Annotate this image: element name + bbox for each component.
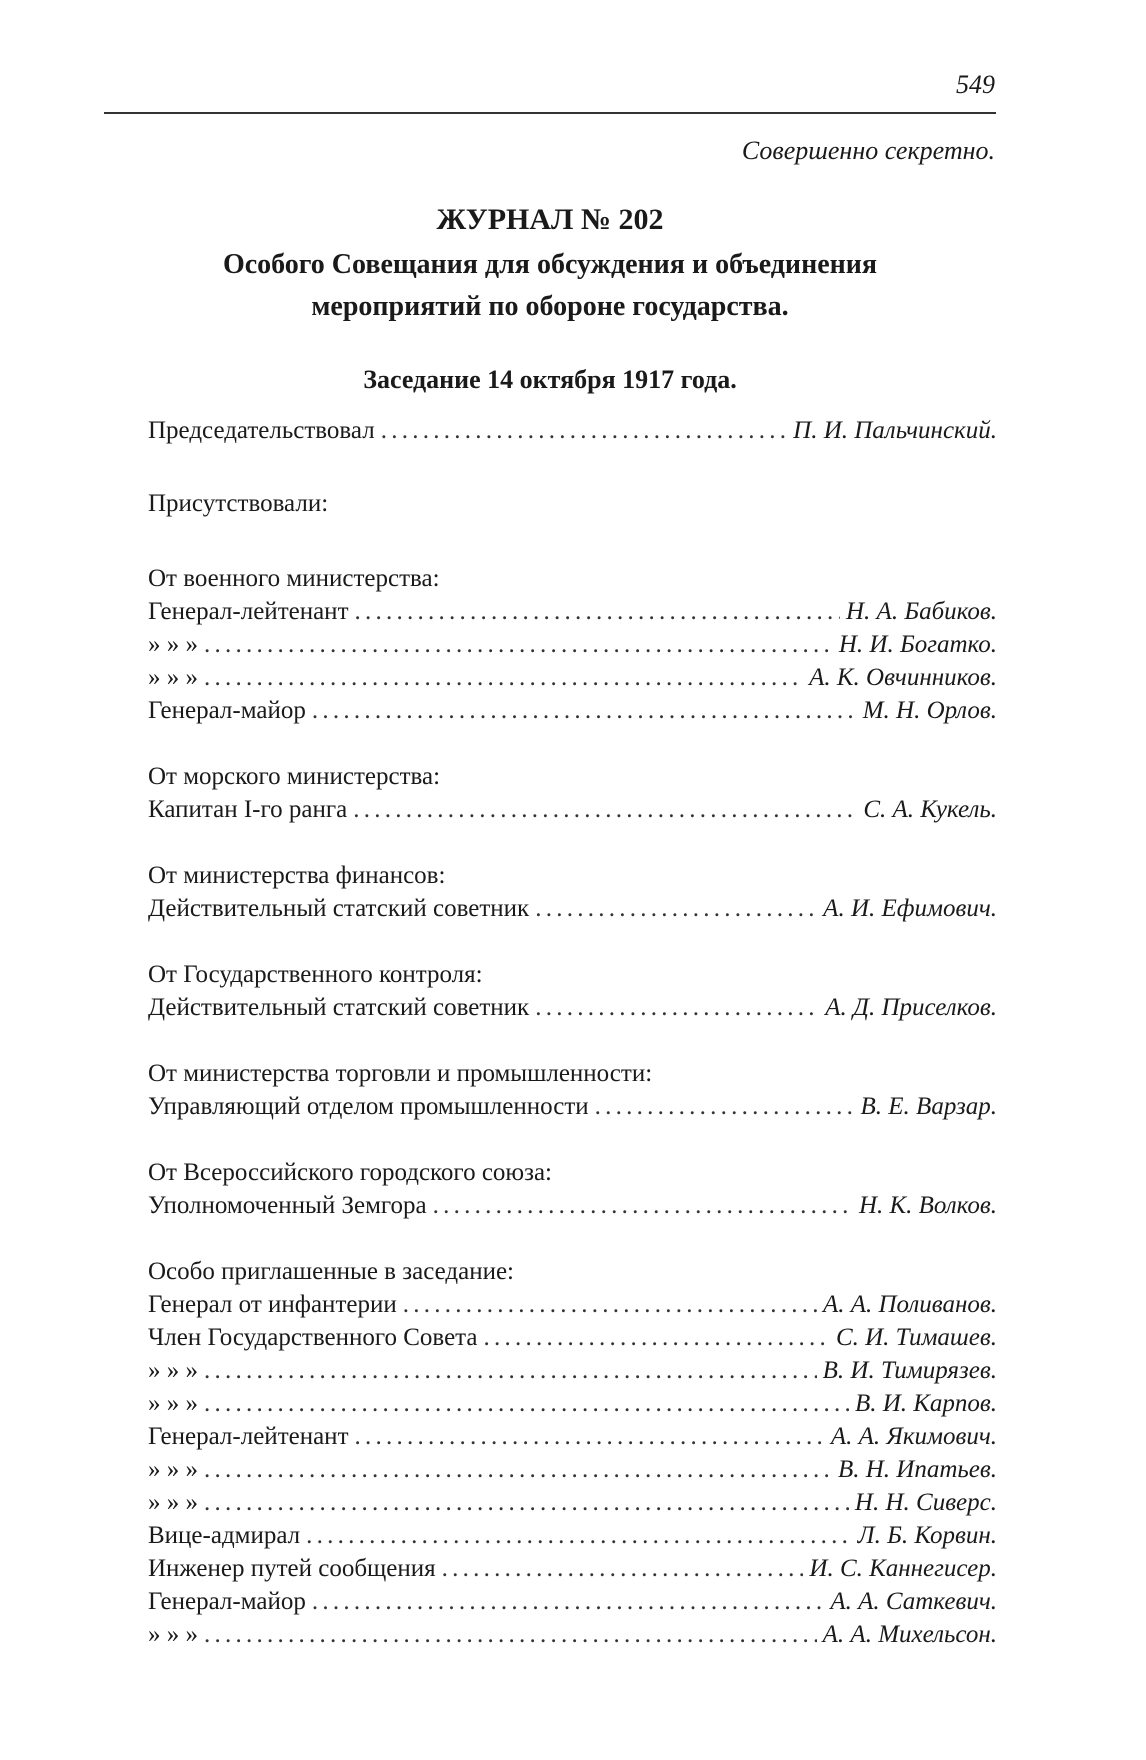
- attendee-row: [148, 1486, 997, 1519]
- chair-label: Председательствовал: [148, 417, 375, 444]
- header-rule: [104, 112, 996, 114]
- attendee-rank: Генерал-лейтенант: [148, 1423, 349, 1450]
- attendee-rank: » » »: [148, 1489, 198, 1516]
- dot-leader: [403, 1288, 817, 1321]
- attendee-rank: Генерал-майор: [148, 1588, 306, 1615]
- attendee-row: [148, 1552, 997, 1585]
- attendee-rank: Управляющий отделом промышленности: [148, 1093, 589, 1120]
- attendee-row: [148, 1387, 997, 1420]
- attendee-rank: » » »: [148, 631, 198, 658]
- attendee-row: [148, 1189, 997, 1222]
- dot-leader: [535, 892, 817, 925]
- page-number: 549: [956, 70, 995, 99]
- dot-leader: [535, 991, 819, 1024]
- session-date: Заседание 14 октября 1917 года.: [363, 365, 737, 394]
- attendee-row: [148, 694, 997, 727]
- attendee-name: А. И. Ефимович.: [823, 895, 997, 922]
- dot-leader: [595, 1090, 855, 1123]
- dot-leader: [204, 1387, 849, 1420]
- attendee-rank: Генерал от инфантерии: [148, 1291, 397, 1318]
- attendee-name: М. Н. Орлов.: [862, 697, 997, 724]
- subtitle-line-2: мероприятий по обороне государства.: [311, 291, 789, 322]
- dot-leader: [204, 1453, 832, 1486]
- attendee-row: [148, 595, 997, 628]
- attendee-row: [148, 892, 997, 925]
- attendee-name: А. А. Михельсон.: [822, 1621, 997, 1648]
- dot-leader: [204, 1354, 817, 1387]
- attendee-row: [148, 793, 997, 826]
- dot-leader: [353, 793, 857, 826]
- attendee-name: В. И. Карпов.: [854, 1390, 997, 1417]
- attendee-rank: Капитан I-го ранга: [148, 796, 348, 823]
- attendee-name: И. С. Каннегисер.: [809, 1555, 997, 1582]
- dot-leader: [312, 1585, 824, 1618]
- attendee-rank: Уполномоченный Земгора: [148, 1192, 427, 1219]
- dot-leader: [442, 1552, 804, 1585]
- attendee-name: А. К. Овчинников.: [809, 664, 997, 691]
- attendee-row: [148, 1453, 997, 1486]
- group-title: От министерства финансов:: [148, 862, 446, 889]
- attendee-row: [148, 991, 997, 1024]
- attendee-row: [148, 1354, 997, 1387]
- dot-leader: [355, 595, 841, 628]
- attendee-name: Н. К. Волков.: [858, 1192, 997, 1219]
- attendee-rank: Вице-адмирал: [148, 1522, 301, 1549]
- attendee-name: А. А. Якимович.: [830, 1423, 997, 1450]
- attendee-rank: » » »: [148, 664, 198, 691]
- dot-leader: [204, 1618, 817, 1651]
- department-group: [148, 1156, 997, 1222]
- journal-subtitle: [104, 244, 996, 328]
- attendee-name: А. А. Саткевич.: [830, 1588, 997, 1615]
- group-title: От министерства торговли и промышленности:: [148, 1060, 653, 1087]
- attendee-rank: Инженер путей сообщения: [148, 1555, 436, 1582]
- subtitle-line-1: Особого Совещания для обсуждения и объединения: [222, 249, 878, 280]
- department-group: [148, 562, 997, 727]
- dot-leader: [312, 694, 857, 727]
- attendee-rank: Действительный статский советник: [148, 895, 530, 922]
- attendee-name: А. Д. Приселков.: [825, 994, 997, 1021]
- attendee-rank: Генерал-лейтенант: [148, 598, 349, 625]
- attendee-name: Н. И. Богатко.: [838, 631, 997, 658]
- dot-leader: [433, 1189, 853, 1222]
- title-block: [104, 202, 996, 396]
- chair-row: [148, 414, 997, 447]
- group-title: От Всероссийского городского союза:: [148, 1159, 553, 1186]
- journal-title: ЖУРНАЛ № 202: [436, 203, 664, 236]
- group-title: От военного министерства:: [148, 565, 440, 592]
- attendee-rank: Генерал-майор: [148, 697, 306, 724]
- dot-leader: [204, 628, 833, 661]
- attendee-row: [148, 1618, 997, 1651]
- attendee-name: А. А. Поливанов.: [822, 1291, 997, 1318]
- chair-name: П. И. Пальчинский.: [793, 417, 997, 444]
- group-title: Особо приглашенные в заседание:: [148, 1258, 514, 1285]
- department-group: [148, 958, 997, 1024]
- attendee-name: С. И. Тимашев.: [835, 1324, 997, 1351]
- group-title: От морского министерства:: [148, 763, 441, 790]
- attendee-rank: Действительный статский советник: [148, 994, 530, 1021]
- attendee-rank: » » »: [148, 1456, 198, 1483]
- attendee-rank: » » »: [148, 1621, 198, 1648]
- attendee-name: В. Н. Ипатьев.: [837, 1456, 997, 1483]
- department-group: [148, 760, 997, 826]
- attendee-name: Н. А. Бабиков.: [846, 598, 997, 625]
- dot-leader: [204, 1486, 849, 1519]
- attendee-row: [148, 1519, 997, 1552]
- attendee-row: [148, 628, 997, 661]
- attendee-row: [148, 661, 997, 694]
- groups-container: [148, 562, 997, 1651]
- attendee-name: Н. Н. Сиверс.: [854, 1489, 997, 1516]
- attendee-name: В. И. Тимирязев.: [822, 1357, 997, 1384]
- present-label: Присутствовали:: [148, 490, 329, 517]
- department-group: [148, 1057, 997, 1123]
- attendance-list: [148, 414, 997, 1684]
- attendee-rank: » » »: [148, 1357, 198, 1384]
- dot-leader: [355, 1420, 825, 1453]
- attendee-rank: » » »: [148, 1390, 198, 1417]
- attendee-row: [148, 1321, 997, 1354]
- group-title: От Государственного контроля:: [148, 961, 483, 988]
- attendee-row: [148, 1585, 997, 1618]
- dot-leader: [381, 414, 787, 447]
- attendee-row: [148, 1090, 997, 1123]
- secrecy-mark: Совершенно секретно.: [741, 136, 995, 165]
- attendee-row: [148, 1288, 997, 1321]
- attendee-rank: Член Государственного Совета: [148, 1324, 478, 1351]
- department-group: [148, 1255, 997, 1651]
- dot-leader: [306, 1519, 851, 1552]
- dot-leader: [204, 661, 803, 694]
- dot-leader: [484, 1321, 830, 1354]
- attendee-name: Л. Б. Корвин.: [857, 1522, 997, 1549]
- department-group: [148, 859, 997, 925]
- attendee-name: В. Е. Варзар.: [860, 1093, 997, 1120]
- attendee-name: С. А. Кукель.: [863, 796, 997, 823]
- attendee-row: [148, 1420, 997, 1453]
